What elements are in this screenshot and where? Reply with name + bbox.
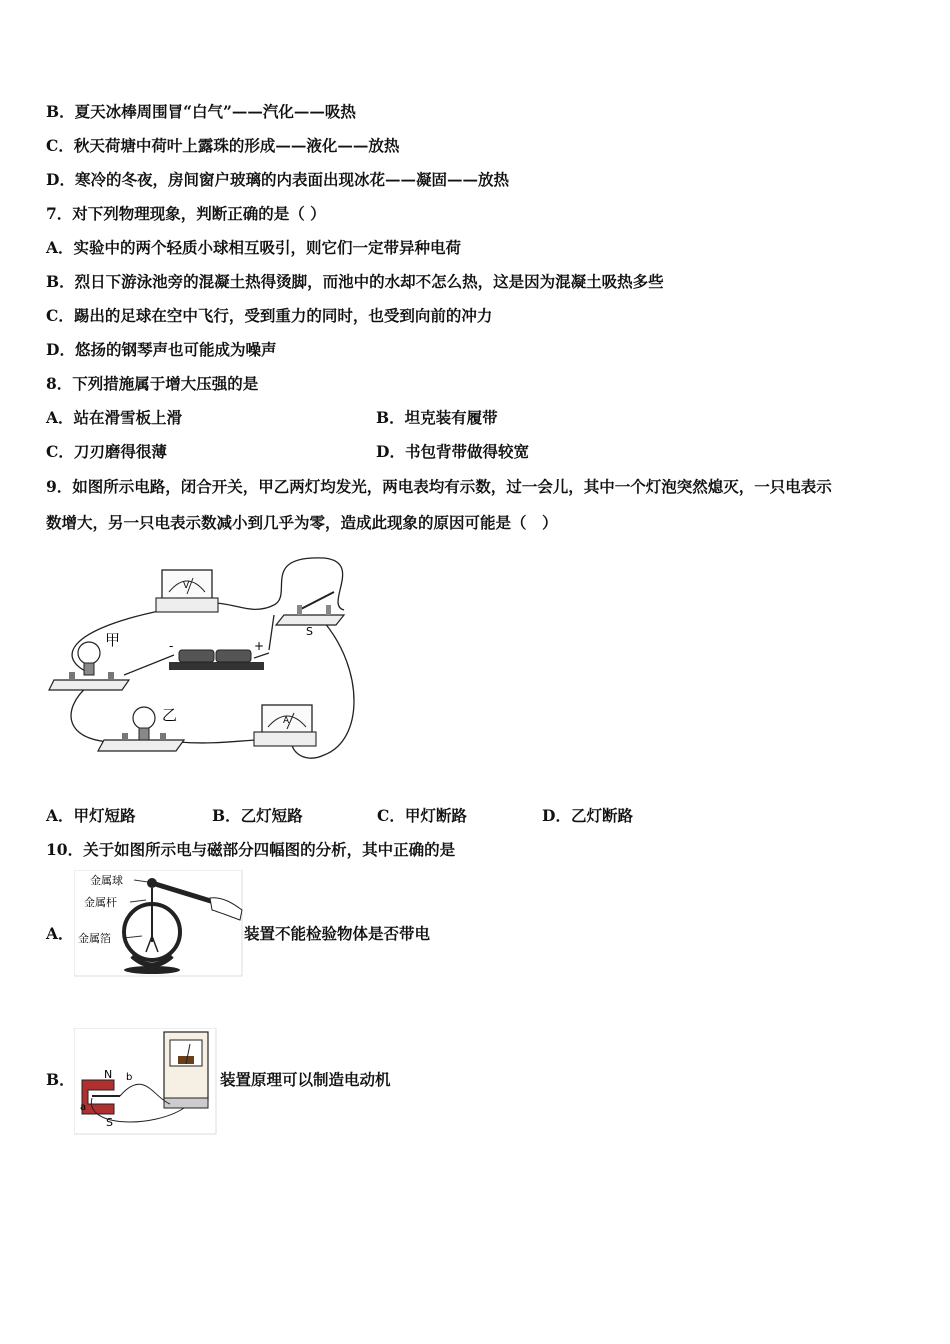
voltmeter-icon [156,570,218,612]
q10-option-a-text: 装置不能检验物体是否带电 [244,924,431,943]
lamp-jia-label: 甲 [105,631,121,649]
electroscope-ball-label: 金属球 [90,874,123,887]
q9-option-b: B．乙灯短路 [212,806,303,825]
magnet-n-label: N [104,1068,113,1081]
q8-option-b: B．坦克装有履带 [376,408,498,427]
q9-stem-line1: 9．如图所示电路，闭合开关，甲乙两灯均发光，两电表均有示数，过一会儿，其中一个灯泡突然熄灭，一只电表示 [46,477,832,496]
q7-option-d: D．悠扬的钢琴声也可能成为噪声 [46,340,277,359]
generator-figure [74,1028,220,1136]
ammeter-label: A [283,716,290,726]
electroscope-foil-label: 金属箔 [78,932,111,945]
switch-label: S [306,625,313,638]
lamp-jia-icon [49,631,129,690]
q7-option-a: A．实验中的两个轻质小球相互吸引，则它们一定带异种电荷 [46,238,462,257]
q10-option-b-text: 装置原理可以制造电动机 [220,1070,391,1089]
q7-option-c: C．踢出的足球在空中飞行，受到重力的同时，也受到向前的冲力 [46,306,493,325]
lamp-yi-icon [98,706,184,751]
battery-minus: - [169,639,174,653]
q10-stem: 10．关于如图所示电与磁部分四幅图的分析，其中正确的是 [46,840,456,859]
q8-stem: 8．下列措施属于增大压强的是 [46,374,259,393]
q9-stem-line2: 数增大，另一只电表示数减小到几乎为零，造成此现象的原因可能是（ ） [46,513,558,532]
q8-option-d: D．书包背带做得较宽 [376,442,529,461]
q6-option-b: B．夏天冰棒周围冒“白气”——汽化——吸热 [46,102,356,121]
q9-circuit-figure [44,550,364,780]
electroscope-rod-label: 金属杆 [84,896,117,909]
q7-option-b: B．烈日下游泳池旁的混凝土热得烫脚，而池中的水却不怎么热，这是因为混凝土吸热多些 [46,272,664,291]
magnet-s-label: S [106,1116,113,1129]
q8-option-c: C．刀刃磨得很薄 [46,442,167,461]
ammeter-icon [254,705,316,746]
battery-plus: + [254,639,265,653]
wire-a-label: a [80,1102,87,1113]
q7-stem: 7．对下列物理现象，判断正确的是（ ） [46,204,326,223]
q8-option-a: A．站在滑雪板上滑 [46,408,183,427]
electroscope-figure [74,870,244,978]
q9-option-d: D．乙灯断路 [542,806,633,825]
q6-option-d: D．寒冷的冬夜，房间窗户玻璃的内表面出现冰花——凝固——放热 [46,170,509,189]
q9-option-c: C．甲灯断路 [377,806,467,825]
battery-icon [169,639,264,670]
q6-option-c: C．秋天荷塘中荷叶上露珠的形成——液化——放热 [46,136,400,155]
q10-option-a-label: A． [46,924,74,943]
switch-icon [276,592,344,638]
q9-option-a: A．甲灯短路 [46,806,136,825]
voltmeter-label: V [183,581,190,591]
lamp-yi-label: 乙 [162,706,178,724]
wire-b-label: b [126,1072,133,1083]
q10-option-b-label: B． [46,1070,75,1089]
